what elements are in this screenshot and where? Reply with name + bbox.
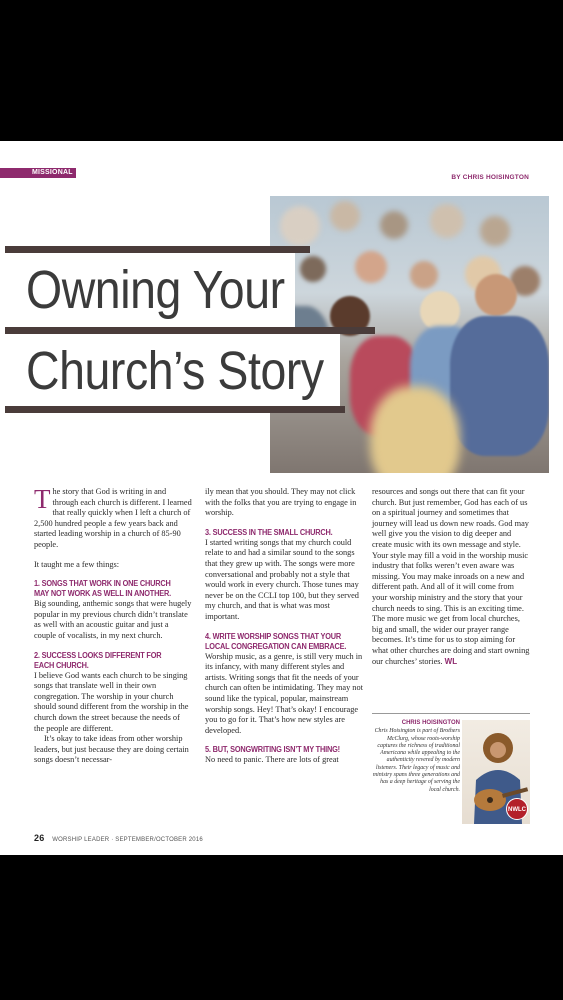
intro-text: he story that God is writing in and through each church is different. I learned that really quickly when I left a church of 2,500 hundred people a few years back and started leading worship in a church of 85-90 people. <box>34 487 192 549</box>
bio-name: CHRIS HOISINGTON <box>401 720 460 726</box>
publication-info: WORSHIP LEADER · SEPTEMBER/OCTOBER 2016 <box>52 837 203 843</box>
subhead-5: 5. BUT, SONGWRITING ISN’T MY THING! <box>205 745 340 755</box>
subhead-2: 2. SUCCESS LOOKS DIFFERENT FOR EACH CHURCH. <box>34 650 162 670</box>
end-mark: WL <box>444 656 458 666</box>
subhead-1: 1. SONGS THAT WORK IN ONE CHURCH MAY NOT WORK AS WELL IN ANOTHER. <box>34 579 171 599</box>
title-rule-bottom <box>5 406 345 413</box>
article-column-3 <box>372 487 530 667</box>
intro-paragraph <box>34 484 192 551</box>
paragraph-5: No need to panic. There are lots of great <box>205 755 339 765</box>
article-column-2 <box>205 487 363 766</box>
article-title <box>0 238 380 428</box>
nwlc-badge: NWLC <box>506 798 528 820</box>
title-line-2: Church’s Story <box>26 341 324 401</box>
article-column-1 <box>34 484 192 766</box>
paragraph-4: Worship music, as a genre, is still very much in its infancy, with many different styles and artists. Writing songs that fit the needs of your church can often be intimidating. They may not sound like the typical, popular, mainstream worship songs. Hey! That’s okay! I encourage you to go for it. That’s how new styles are developed. <box>205 651 363 735</box>
bio-text-block <box>372 720 460 794</box>
magazine-page <box>0 141 563 855</box>
subhead-3: 3. SUCCESS IN THE SMALL CHURCH. <box>205 527 333 537</box>
byline: BY CHRIS HOISINGTON <box>451 174 529 181</box>
author-bio <box>372 713 530 833</box>
section-tag: MISSIONAL <box>0 168 76 178</box>
paragraph-3: I started writing songs that my church could relate to and had a similar sound to the songs that they grew up with. The songs were more conversational and probably not a style that would work in every church. Those tunes may never be on the CCLI top 100, but they served my church, and that is what was most important. <box>205 537 359 621</box>
lead-in: It taught me a few things: <box>34 559 120 569</box>
page-number: 26 <box>34 833 45 843</box>
author-photo <box>462 720 530 824</box>
paragraph-2: I believe God wants each church to be singing songs that translate well in their own congregation. The worship in your church should sound different from the worship in the church down the street because the needs of the people are different. <box>34 670 189 733</box>
column-3-body: resources and songs out there that can fit your church. But just remember, God has each of us on a spiritual journey and sometimes that journey will lead us down new roads. God may well give you the vision to dig deeper and create music with its own message and style. Your style may fill a void in the worship music industry that folks weren’t even aware was missing. You may make inroads on a new and different path. And all of it will come from your worship ministry and the story that your church needs to sing. This is an exciting time. The more music we get from local churches, big and small, the wider our prayer range becomes. It’s time for us to stop aiming for what other churches are doing and start owning our churches’ stories. <box>372 487 530 666</box>
paragraph-1: Big sounding, anthemic songs that were hugely popular in my previous church didn’t translate as well with an acoustic guitar and just a couple of vocalists, in my next church. <box>34 599 192 640</box>
title-line-1: Owning Your <box>26 260 285 320</box>
page-footer <box>34 833 203 843</box>
title-rule-middle <box>5 327 375 334</box>
title-rule-top <box>5 246 310 253</box>
bio-description: Chris Hoisington is part of Brothers McClurg, whose roots-worship captures the richness of traditional Americana while appealing to the authenticity revered by modern listeners. Their legacy of music and ministry spans three generations and has a deep heritage of serving the local church. <box>372 728 460 793</box>
column-3-text <box>372 487 530 667</box>
drop-cap: T <box>34 484 51 514</box>
column-2-continuation: ily mean that you should. They may not click with the folks that you are trying to engage in worship. <box>205 487 357 518</box>
subhead-4: 4. WRITE WORSHIP SONGS THAT YOUR LOCAL CONGREGATION CAN EMBRACE. <box>205 631 347 651</box>
paragraph-2b: It’s okay to take ideas from other worship leaders, but just because they are doing certain songs doesn’t necessar- <box>34 734 189 765</box>
